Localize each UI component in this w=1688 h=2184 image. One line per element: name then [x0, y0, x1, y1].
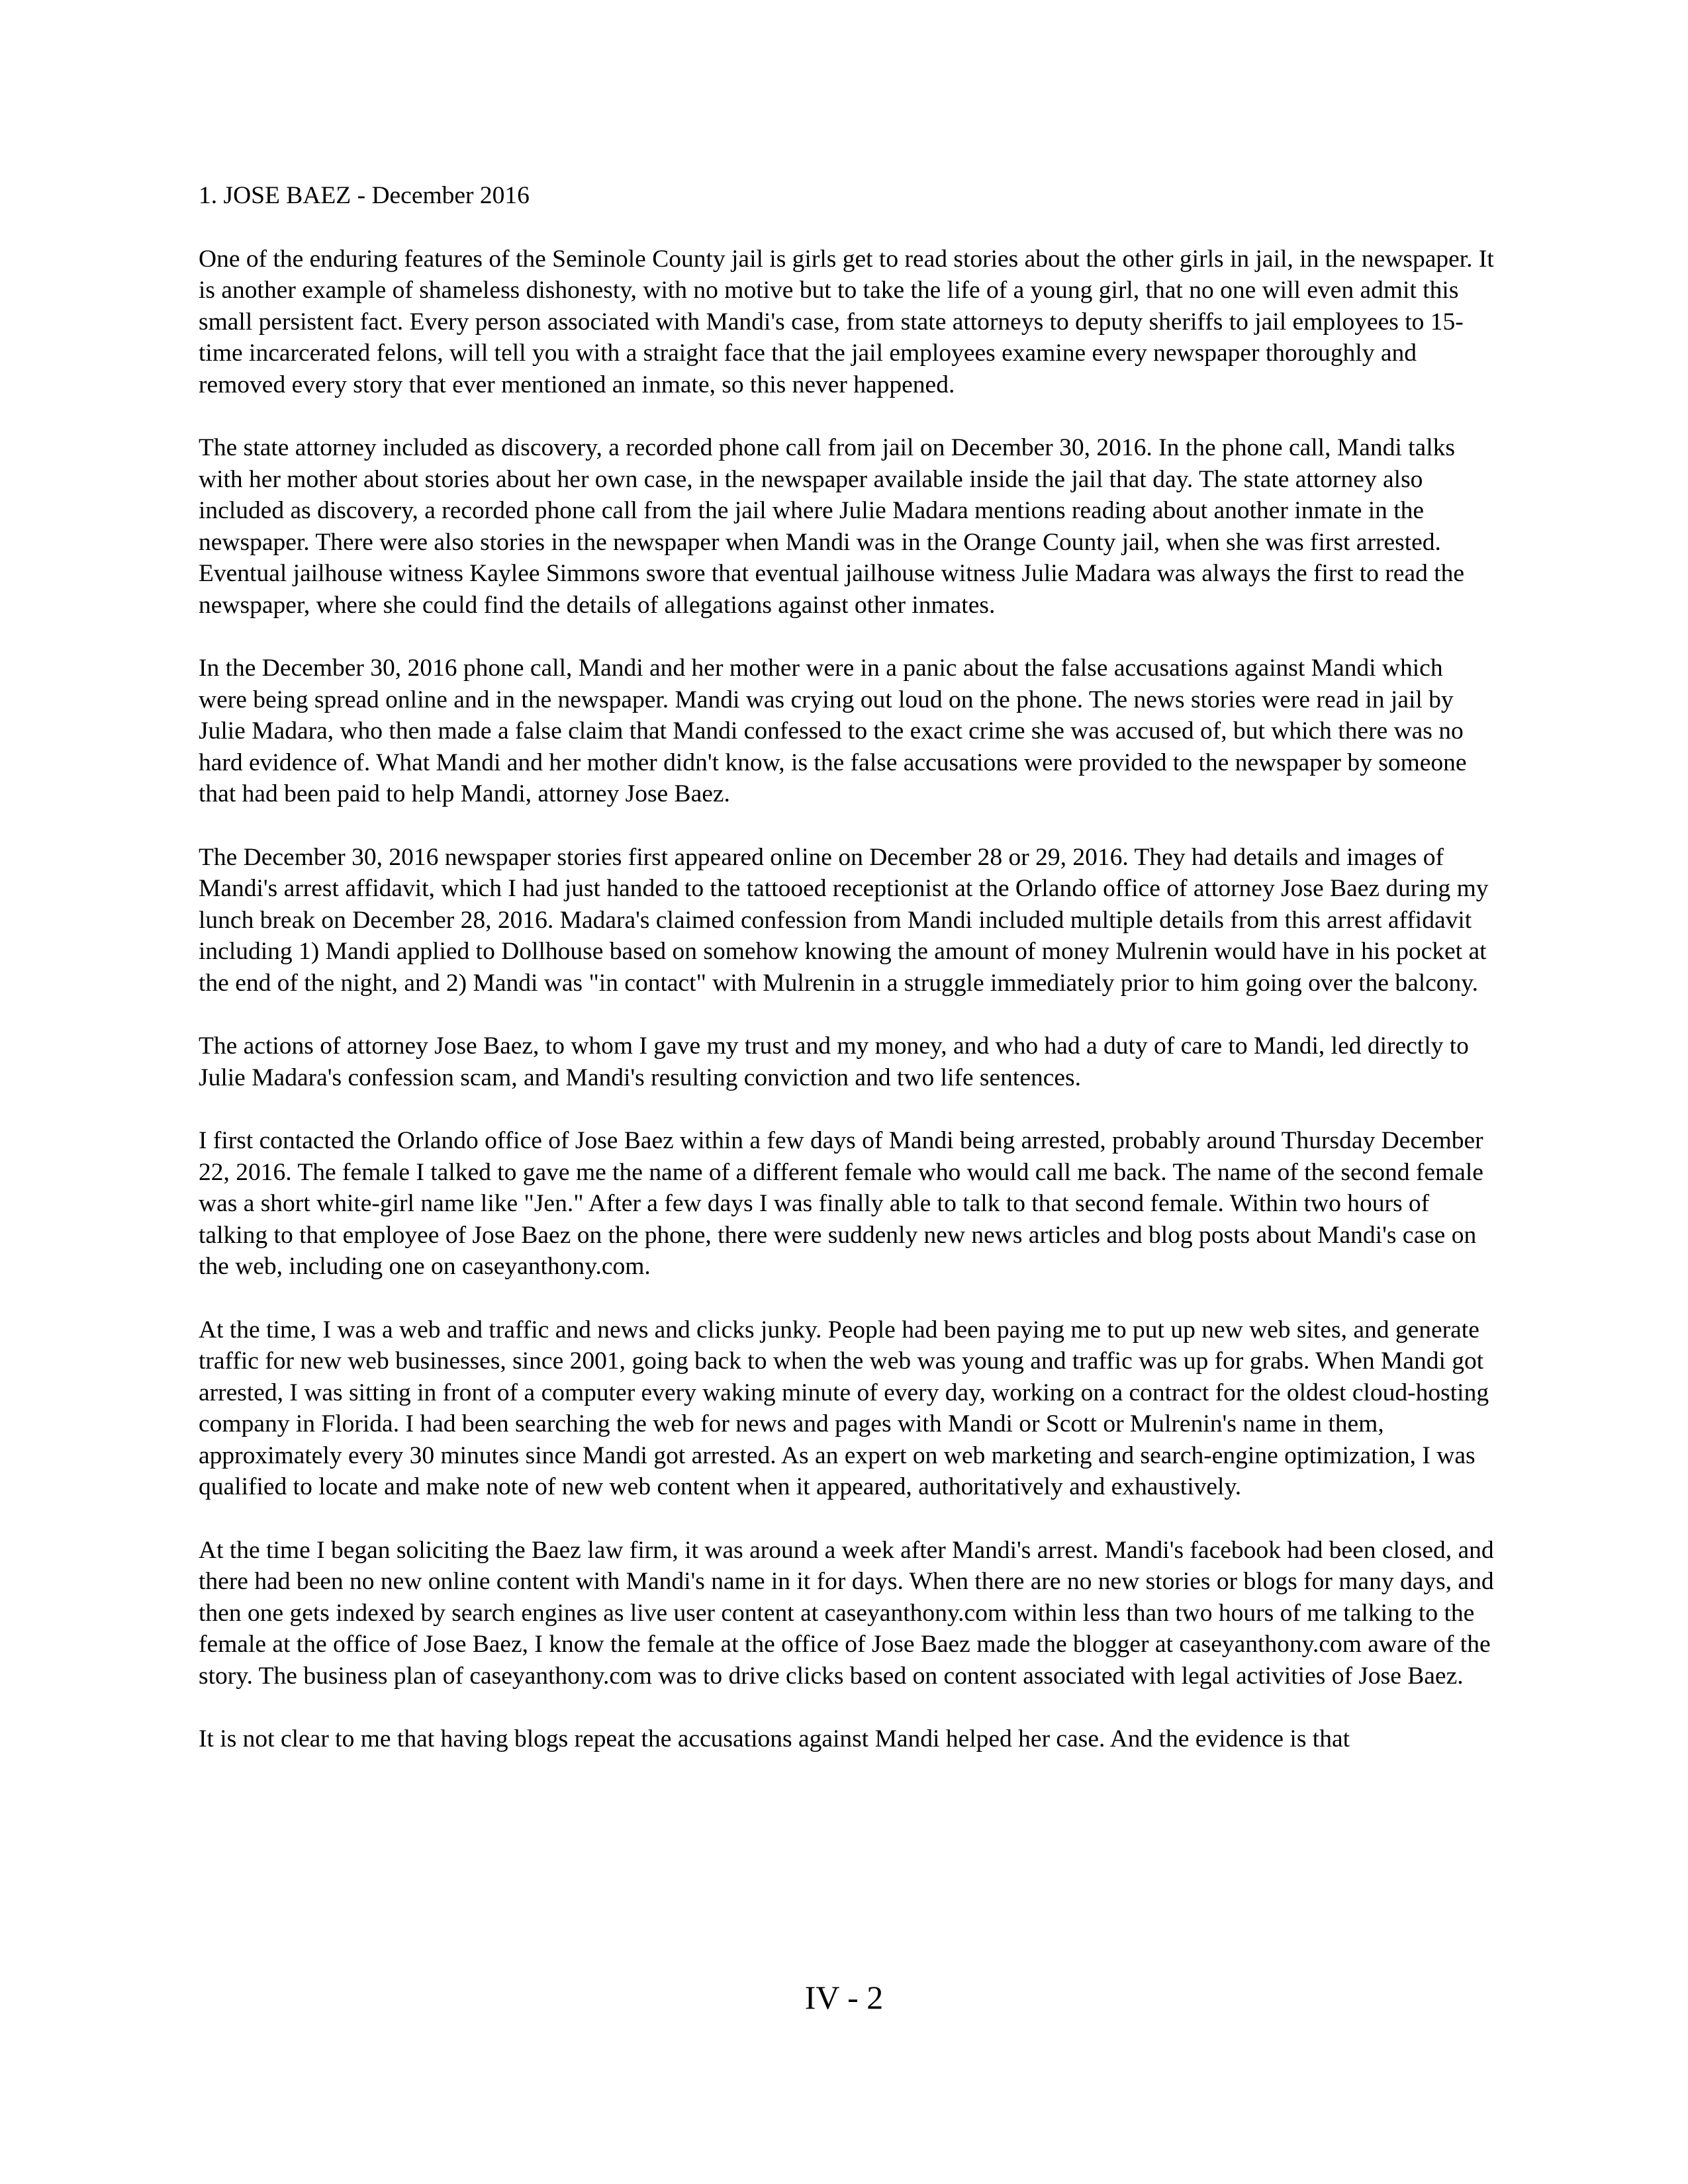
- paragraph: The December 30, 2016 newspaper stories first appeared online on December 28 or 29, 2016. They had details and images of Mandi's arrest affidavit, which I had just handed to the tattooed receptionist at the Orlando office of attorney Jose Baez during my lunch break on December 28, 2016. Madara's claimed confession from Mandi included multiple details from this arrest affidavit including 1) Mandi applied to Dollhouse based on somehow knowing the amount of money Mulrenin would have in his pocket at the end of the night, and 2) Mandi was "in contact" with Mulrenin in a struggle immediately prior to him going over the balcony.: [199, 843, 1489, 997]
- paragraph: In the December 30, 2016 phone call, Mandi and her mother were in a panic about the false accusations against Mandi which were being spread online and in the newspaper. Mandi was crying out loud on the phone. The news stories were read in jail by Julie Madara, who then made a false claim that Mandi confessed to the exact crime she was accused of, but which there was no hard evidence of. What Mandi and her mother didn't know, is the false accusations were provided to the newspaper by someone that had been paid to help Mandi, attorney Jose Baez.: [199, 655, 1467, 807]
- paragraph: At the time I began soliciting the Baez law firm, it was around a week after Mandi's arrest. Mandi's facebook had been closed, and there had been no new online content with Mandi's name in it for days. When there are no new stories or blogs for many days, and then one gets indexed by search engines as live user content at caseyanthony.com within less than two hours of me talking to the female at the office of Jose Baez, I know the female at the office of Jose Baez made the blogger at caseyanthony.com aware of the story. The business plan of caseyanthony.com was to drive clicks based on content associated with legal activities of Jose Baez.: [199, 1536, 1494, 1690]
- paragraph: I first contacted the Orlando office of Jose Baez within a few days of Mandi being arrested, probably around Thursday December 22, 2016. The female I talked to gave me the name of a different female who would call me back. The name of the second female was a short white-girl name like "Jen." After a few days I was finally able to talk to that second female. Within two hours of talking to that employee of Jose Baez on the phone, there were suddenly new news articles and blog posts about Mandi's case on the web, including one on caseyanthony.com.: [199, 1127, 1483, 1280]
- paragraph: It is not clear to me that having blogs repeat the accusations against Mandi helped her case. And the evidence is that: [199, 1725, 1350, 1752]
- paragraph: The state attorney included as discovery, a recorded phone call from jail on December 30, 2016. In the phone call, Mandi talks with her mother about stories about her own case, in the newspaper available inside the jail that day. The state attorney also included as discovery, a recorded phone call from the jail where Julie Madara mentions reading about another inmate in the newspaper. There were also stories in the newspaper when Mandi was in the Orange County jail, when she was first arrested. Eventual jailhouse witness Kaylee Simmons swore that eventual jailhouse witness Julie Madara was always the first to read the newspaper, where she could find the details of allegations against other inmates.: [199, 434, 1465, 619]
- section-heading: 1. JOSE BAEZ - December 2016: [199, 182, 530, 209]
- page-number: IV - 2: [804, 1979, 884, 2016]
- document-body: [199, 180, 1496, 1787]
- paragraph: One of the enduring features of the Seminole County jail is girls get to read stories about the other girls in jail, in the newspaper. It is another example of shameless dishonesty, with no motive but to take the life of a young girl, that no one will even admit this small persistent fact. Every person associated with Mandi's case, from state attorneys to deputy sheriffs to jail employees to 15-time incarcerated felons, will tell you with a straight face that the jail employees examine every newspaper thoroughly and removed every story that ever mentioned an inmate, so this never happened.: [199, 245, 1494, 398]
- paragraph: The actions of attorney Jose Baez, to whom I gave my trust and my money, and who had a duty of care to Mandi, led directly to Julie Madara's confession scam, and Mandi's resulting conviction and two life sentences.: [199, 1032, 1469, 1091]
- paragraph: At the time, I was a web and traffic and news and clicks junky. People had been paying me to put up new web sites, and generate traffic for new web businesses, since 2001, going back to when the web was young and traffic was up for grabs. When Mandi got arrested, I was sitting in front of a computer every waking minute of every day, working on a contract for the oldest cloud-hosting company in Florida. I had been searching the web for news and pages with Mandi or Scott or Mulrenin's name in them, approximately every 30 minutes since Mandi got arrested. As an expert on web marketing and search-engine optimization, I was qualified to locate and make note of new web content when it appeared, authoritatively and exhaustively.: [199, 1316, 1489, 1500]
